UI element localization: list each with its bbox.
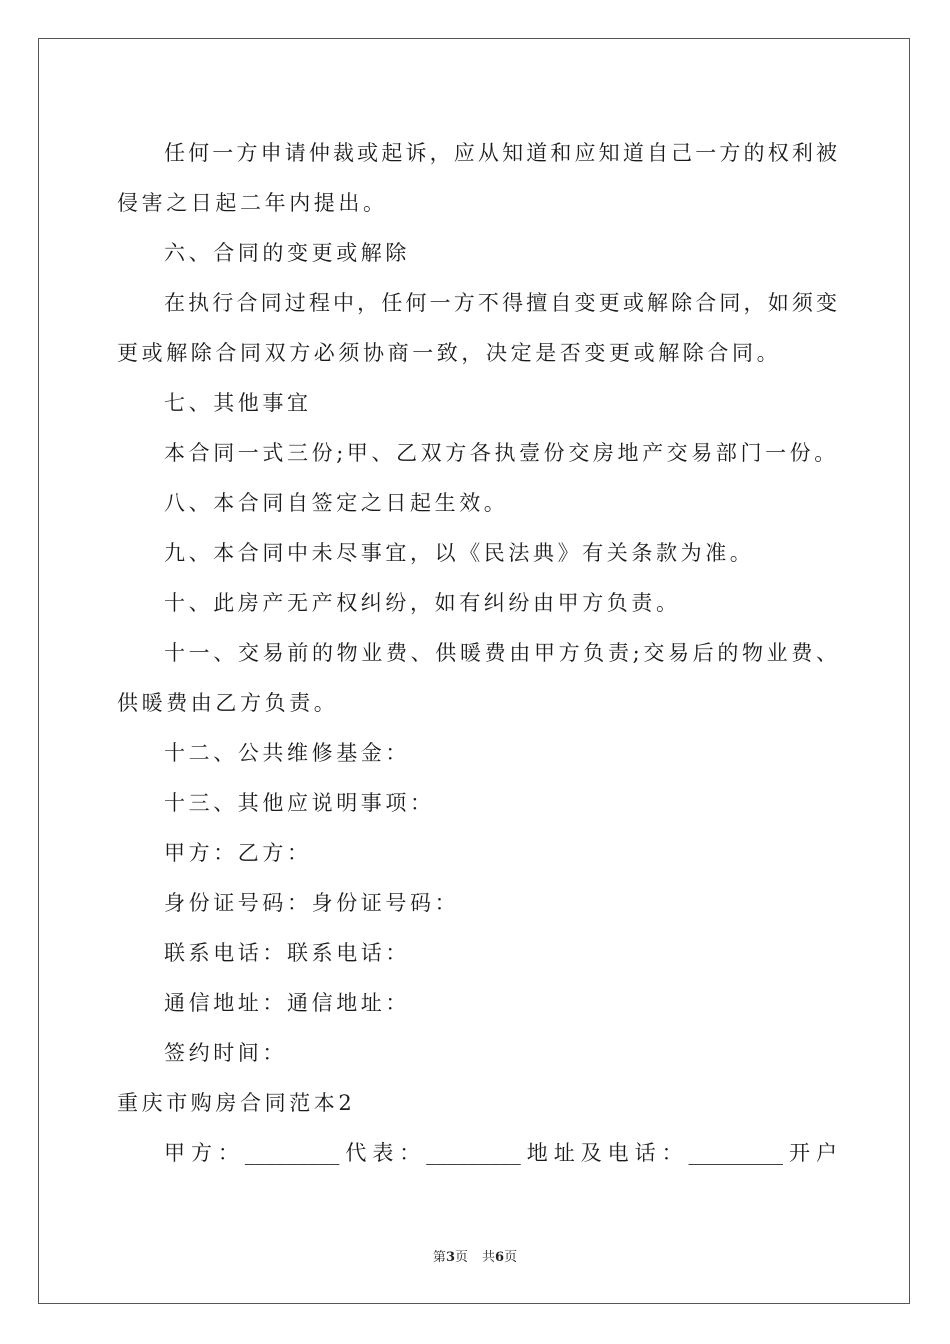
page-prefix: 第: [432, 1250, 446, 1265]
signature-field-parties: 甲方：乙方：: [164, 841, 312, 865]
paragraph-line: 任何一方申请仲裁或起诉，应从知道和应知道自己一方的权利被: [164, 141, 837, 165]
paragraph-line: 八、本合同自签定之日起生效。: [164, 491, 509, 515]
paragraph-line: 本合同一式三份;甲、乙双方各执壹份交房地产交易部门一份。: [164, 441, 839, 465]
signature-field-phone: 联系电话：联系电话：: [164, 941, 410, 965]
section-heading: 六、合同的变更或解除: [164, 241, 410, 265]
paragraph-line: 十二、公共维修基金：: [164, 741, 410, 765]
paragraph-line: 在执行合同过程中，任何一方不得擅自变更或解除合同，如须变: [164, 291, 837, 315]
signature-field-id-number: 身份证号码：身份证号码：: [164, 891, 460, 915]
total-suffix: 页: [504, 1250, 518, 1265]
paragraph-line: 更或解除合同双方必须协商一致，决定是否变更或解除合同。: [117, 341, 782, 365]
page-suffix: 页: [454, 1250, 468, 1265]
paragraph-line: 十、此房产无产权纠纷，如有纠纷由甲方负责。: [164, 591, 681, 615]
current-page-number: 3: [445, 1250, 455, 1265]
document-subtitle: 重庆市购房合同范本2: [117, 1091, 356, 1115]
paragraph-line: 供暖费由乙方负责。: [117, 691, 339, 715]
paragraph-line: 九、本合同中未尽事宜，以《民法典》有关条款为准。: [164, 541, 755, 565]
paragraph-line: 侵害之日起二年内提出。: [117, 191, 388, 215]
section-heading: 七、其他事宜: [164, 391, 312, 415]
total-prefix: 共: [482, 1250, 496, 1265]
document-body: [117, 128, 837, 1178]
paragraph-line: 十一、交易前的物业费、供暖费由甲方负责;交易后的物业费、: [164, 641, 837, 665]
page-footer: [0, 1246, 950, 1265]
signature-field-date: 签约时间：: [164, 1041, 287, 1065]
paragraph-line: 甲方：_________代表：_________地址及电话：_________开户: [164, 1141, 837, 1165]
paragraph-line: 十三、其他应说明事项：: [164, 791, 435, 815]
total-page-count: 6: [495, 1250, 505, 1265]
signature-field-address: 通信地址：通信地址：: [164, 991, 410, 1015]
